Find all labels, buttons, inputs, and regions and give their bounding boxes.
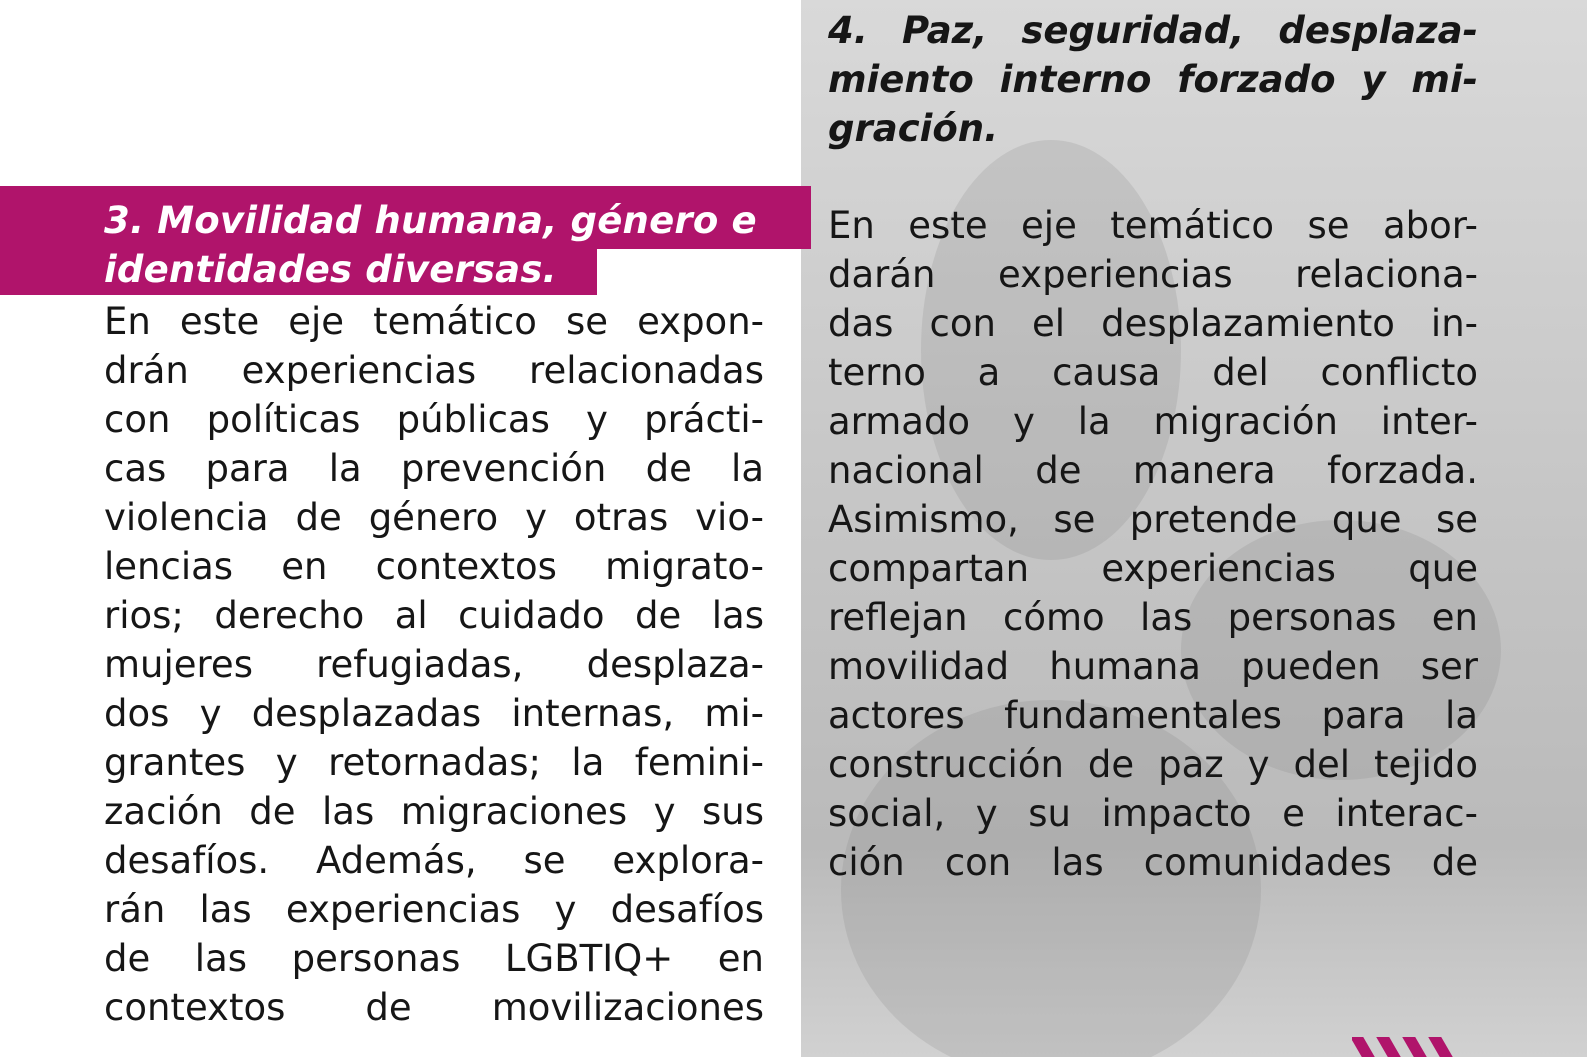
heading-line: 4. Paz, seguridad, desplaza-: [828, 9, 1478, 52]
body-line: violencia de género y otras vio-: [104, 496, 764, 539]
stripe: [1376, 1037, 1401, 1057]
body-line: das con el desplazamiento in-: [828, 302, 1478, 345]
body-line: de las personas LGBTIQ+ en: [104, 937, 764, 980]
section-4-heading: [828, 6, 1478, 153]
body-line: reflejan cómo las personas en: [828, 596, 1478, 639]
body-line: Asimismo, se pretende que se: [828, 498, 1478, 541]
heading-line: gración.: [828, 107, 999, 150]
body-line: construcción de paz y del tejido: [828, 743, 1478, 786]
body-line: rán las experiencias y desafíos: [104, 888, 764, 931]
body-line: zación de las migraciones y sus: [104, 790, 764, 833]
body-line: movilidad humana pueden ser: [828, 645, 1478, 688]
body-line: con políticas públicas y prácti-: [104, 398, 764, 441]
body-line: grantes y retornadas; la femini-: [104, 741, 764, 784]
body-line: ción con las comunidades de: [828, 841, 1478, 884]
body-line: actores fundamentales para la: [828, 694, 1478, 737]
stripe: [1402, 1037, 1427, 1057]
stripe: [1352, 1037, 1375, 1057]
body-line: dos y desplazadas internas, mi-: [104, 692, 764, 735]
body-line: social, y su impacto e interac-: [828, 792, 1478, 835]
body-line: En este eje temático se expon-: [104, 300, 764, 343]
body-line: armado y la migración inter-: [828, 400, 1478, 443]
decorative-stripes: [1352, 1037, 1462, 1057]
body-line: darán experiencias relaciona-: [828, 253, 1478, 296]
body-line: cas para la prevención de la: [104, 447, 764, 490]
stripe: [1428, 1037, 1453, 1057]
heading-line: identidades diversas.: [104, 248, 557, 291]
body-line: compartan experiencias que: [828, 547, 1478, 590]
body-line: En este eje temático se abor-: [828, 204, 1478, 247]
heading-line: 3. Movilidad humana, género e: [104, 199, 757, 242]
body-line: nacional de manera forzada.: [828, 449, 1478, 492]
body-line: desafíos. Además, se explora-: [104, 839, 764, 882]
section-4-body: [828, 201, 1478, 887]
body-line: mujeres refugiadas, desplaza-: [104, 643, 764, 686]
section-3-heading: [104, 196, 784, 294]
section-3-body: [104, 297, 764, 1032]
body-line: drán experiencias relacionadas: [104, 349, 764, 392]
body-line: lencias en contextos migrato-: [104, 545, 764, 588]
body-line: terno a causa del conflicto: [828, 351, 1478, 394]
body-line: contextos de movilizaciones: [104, 986, 764, 1029]
heading-line: miento interno forzado y mi-: [828, 58, 1478, 101]
body-line: rios; derecho al cuidado de las: [104, 594, 764, 637]
